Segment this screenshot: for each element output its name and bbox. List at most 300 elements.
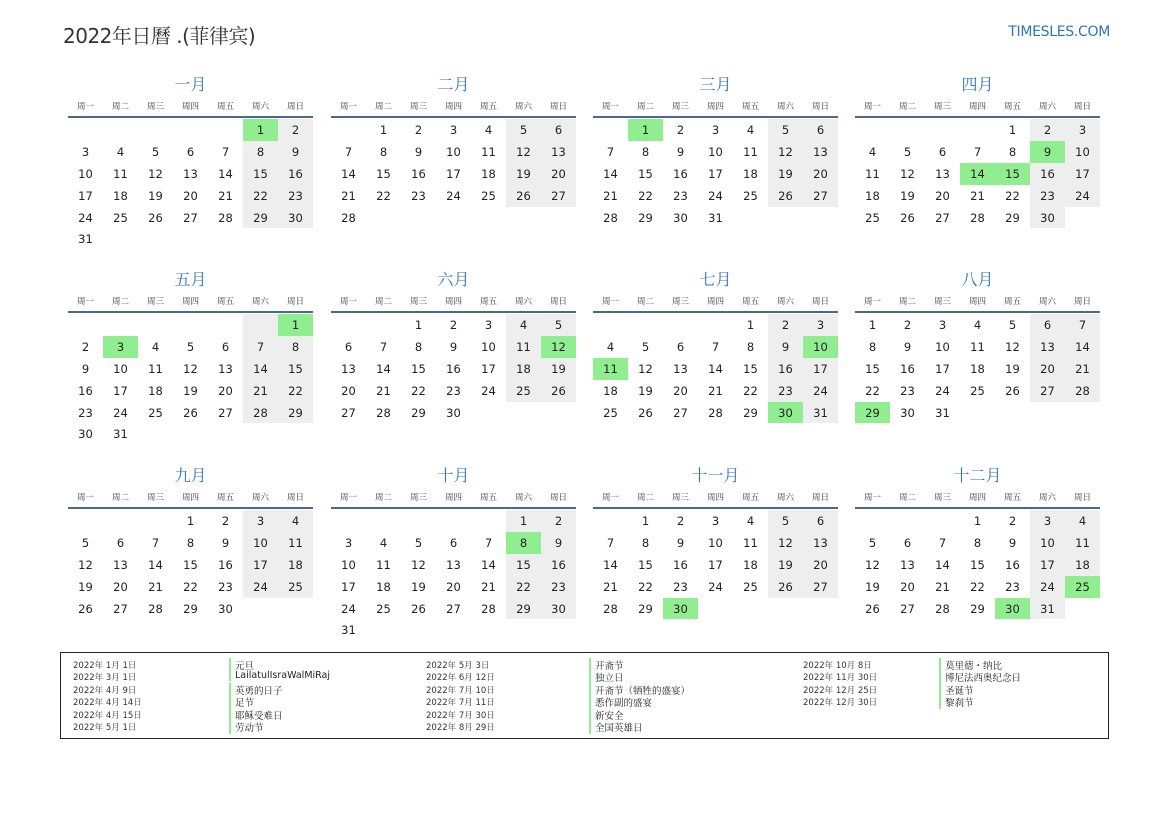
day-cell: 12: [506, 141, 541, 163]
day-cell: 9: [903, 339, 912, 354]
day-cell: 26: [506, 185, 541, 207]
day-cell: 25: [865, 210, 880, 225]
day-cell: 3: [803, 314, 838, 336]
weekday-label: 周一: [863, 297, 881, 307]
day-cell: 16: [446, 361, 461, 376]
legend-date: 2022年 7月 30日: [426, 710, 495, 721]
day-cell: 23: [218, 579, 233, 594]
weekday-header: [855, 98, 1100, 118]
day-cell: 4: [506, 314, 541, 336]
week-row: [593, 185, 838, 207]
month-title: 十二月: [953, 466, 1002, 485]
day-cell: 21: [708, 383, 723, 398]
weekday-label: 周四: [968, 493, 986, 503]
day-cell: 12: [1005, 339, 1020, 354]
day-cell: 31: [113, 427, 128, 442]
day-cell: 15: [506, 554, 541, 576]
day-cell: 11: [148, 361, 163, 376]
day-cell: 28: [218, 210, 233, 225]
weekday-header: [331, 293, 576, 313]
day-cell: 17: [446, 166, 461, 181]
day-cell: 21: [970, 188, 985, 203]
day-cell: 7: [151, 535, 160, 550]
week-row: [855, 402, 1100, 424]
empty-cell: [471, 510, 506, 532]
legend-holiday-name: 元旦: [229, 658, 254, 672]
weekday-label: 周六: [776, 493, 794, 503]
day-cell: 20: [900, 579, 915, 594]
day-cell: 7: [379, 339, 388, 354]
day-cell: 2: [278, 119, 313, 141]
legend-date: 2022年 4月 9日: [73, 685, 137, 696]
empty-cell: [733, 598, 768, 620]
day-cell: 31: [1030, 598, 1065, 620]
day-cell: 2: [768, 314, 803, 336]
weekday-label: 周六: [514, 493, 532, 503]
day-cell: 2: [414, 123, 423, 137]
empty-cell: [593, 314, 628, 336]
day-cell: 30: [218, 601, 233, 616]
day-cell: 9: [676, 144, 685, 159]
legend-date: 2022年 4月 14日: [73, 698, 142, 709]
day-cell: 4: [746, 123, 755, 137]
day-cell: 16: [900, 361, 915, 376]
weekday-label: 周三: [146, 493, 164, 503]
day-cell: 24: [708, 579, 723, 594]
week-row: [855, 314, 1100, 336]
day-cell: 10: [1065, 141, 1100, 163]
legend-date: 2022年 11月 30日: [803, 673, 878, 684]
day-cell: 15: [411, 361, 426, 376]
day-cell: 30: [1030, 207, 1065, 229]
week-row: [331, 554, 576, 576]
day-cell: 13: [935, 166, 950, 181]
legend-holiday-name: 英勇的日子: [229, 683, 283, 697]
weekday-label: 周六: [776, 297, 794, 307]
day-cell: 18: [743, 166, 758, 181]
day-cell: 5: [81, 535, 90, 550]
day-cell: 29: [183, 601, 198, 616]
day-cell: 13: [1030, 336, 1065, 358]
day-cell: 3: [1065, 119, 1100, 141]
day-cell: 3: [1030, 510, 1065, 532]
weekday-label: 周日: [1073, 493, 1091, 503]
day-cell: 27: [541, 185, 576, 207]
month-block: [855, 463, 1100, 619]
day-cell: 13: [341, 361, 356, 376]
weekday-label: 周一: [76, 297, 94, 307]
day-cell: 29: [411, 405, 426, 420]
day-cell: 11: [506, 336, 541, 358]
day-cell: 2: [221, 514, 230, 528]
day-cell: 25: [481, 188, 496, 203]
day-cell: 10: [341, 557, 356, 572]
day-cell: 2: [449, 318, 458, 332]
month-title: 九月: [174, 466, 207, 485]
weekday-header: [331, 98, 576, 118]
day-cell: 23: [446, 383, 461, 398]
weekday-label: 周四: [181, 297, 199, 307]
weekday-label: 周六: [251, 297, 269, 307]
day-cell: 8: [278, 336, 313, 358]
day-cell: 21: [341, 188, 356, 203]
day-cell: 27: [446, 601, 461, 616]
day-cell: 8: [1008, 144, 1017, 159]
day-cell: 24: [935, 383, 950, 398]
empty-cell: [401, 510, 436, 532]
day-cell: 4: [278, 510, 313, 532]
month-title: 六月: [437, 270, 470, 289]
weekday-label: 周二: [636, 102, 654, 112]
day-cell: 7: [243, 336, 278, 358]
week-row: [855, 554, 1100, 576]
day-cell: 29: [970, 601, 985, 616]
day-cell: 31: [803, 402, 838, 424]
weekday-header: [68, 293, 313, 313]
day-cell: 11: [278, 532, 313, 554]
empty-cell: [593, 510, 628, 532]
empty-cell: [698, 314, 733, 336]
weekday-label: 周一: [76, 102, 94, 112]
legend-holiday-name: 开斋节: [589, 658, 624, 672]
legend-date: 2022年 12月 30日: [803, 698, 878, 709]
day-cell: 3: [344, 535, 353, 550]
empty-cell: [173, 314, 208, 336]
day-cell: 26: [78, 601, 93, 616]
empty-cell: [541, 402, 576, 424]
day-cell: 19: [1005, 361, 1020, 376]
day-cell: 14: [148, 557, 163, 572]
weekday-label: 周三: [146, 297, 164, 307]
week-row: [68, 228, 313, 250]
empty-cell: [366, 314, 401, 336]
week-row: [68, 314, 313, 336]
weekday-label: 周六: [251, 102, 269, 112]
weekday-label: 周四: [706, 493, 724, 503]
week-row: [855, 185, 1100, 207]
week-row: [68, 576, 313, 598]
legend-date: 2022年 3月 1日: [73, 673, 137, 684]
weekday-label: 周三: [933, 297, 951, 307]
day-cell: 29: [278, 402, 313, 424]
empty-cell: [366, 619, 401, 641]
day-cell: 4: [151, 339, 160, 354]
day-cell: 19: [900, 188, 915, 203]
day-cell: 3: [449, 123, 458, 137]
day-cell: 18: [743, 557, 758, 572]
week-row: [593, 510, 838, 532]
empty-cell: [138, 119, 173, 141]
weekday-label: 周日: [811, 493, 829, 503]
weekday-label: 周五: [741, 102, 759, 112]
day-cell: 3: [243, 510, 278, 532]
weekday-label: 周一: [601, 102, 619, 112]
day-cell: 5: [414, 535, 423, 550]
week-row: [593, 402, 838, 424]
day-cell: 14: [603, 166, 618, 181]
week-row: [855, 336, 1100, 358]
day-cell: 16: [411, 166, 426, 181]
day-cell: 1: [186, 514, 195, 528]
day-cell: 13: [218, 361, 233, 376]
day-cell: 25: [148, 405, 163, 420]
day-cell: 7: [221, 144, 230, 159]
day-cell: 9: [1030, 141, 1065, 163]
day-cell: 25: [743, 188, 758, 203]
day-cell: 21: [243, 380, 278, 402]
empty-cell: [436, 207, 471, 229]
weekday-label: 周三: [671, 297, 689, 307]
site-logo[interactable]: TIMESLES.COM: [1008, 24, 1110, 40]
month-block: [68, 267, 313, 445]
week-row: [331, 358, 576, 380]
week-row: [68, 358, 313, 380]
day-cell: 14: [960, 163, 995, 185]
day-cell: 10: [803, 336, 838, 358]
day-cell: 14: [218, 166, 233, 181]
day-cell: 27: [218, 405, 233, 420]
day-cell: 9: [221, 535, 230, 550]
empty-cell: [436, 619, 471, 641]
day-cell: 3: [711, 123, 720, 137]
week-row: [593, 163, 838, 185]
weekday-label: 周日: [811, 297, 829, 307]
empty-cell: [541, 619, 576, 641]
weekday-label: 周二: [898, 102, 916, 112]
week-row: [855, 119, 1100, 141]
week-row: [68, 141, 313, 163]
weekday-label: 周四: [706, 297, 724, 307]
day-cell: 18: [865, 188, 880, 203]
legend-date: 2022年 6月 12日: [426, 673, 495, 684]
day-cell: 15: [995, 163, 1030, 185]
day-cell: 13: [113, 557, 128, 572]
day-cell: 17: [78, 188, 93, 203]
day-cell: 18: [506, 358, 541, 380]
day-cell: 23: [768, 380, 803, 402]
weekday-label: 周三: [933, 493, 951, 503]
weekday-label: 周日: [811, 102, 829, 112]
day-cell: 29: [743, 405, 758, 420]
day-cell: 23: [1005, 579, 1020, 594]
day-cell: 12: [900, 166, 915, 181]
day-cell: 26: [1005, 383, 1020, 398]
weekday-label: 周一: [601, 493, 619, 503]
empty-cell: [733, 207, 768, 229]
empty-cell: [698, 598, 733, 620]
day-cell: 19: [411, 579, 426, 594]
day-cell: 27: [1030, 380, 1065, 402]
week-row: [331, 141, 576, 163]
day-cell: 30: [673, 210, 688, 225]
day-cell: 5: [768, 510, 803, 532]
day-cell: 30: [768, 402, 803, 424]
day-cell: 27: [113, 601, 128, 616]
empty-cell: [768, 598, 803, 620]
legend-date: 2022年 1月 1日: [73, 661, 137, 671]
empty-cell: [593, 119, 628, 141]
week-row: [331, 532, 576, 554]
weekday-label: 周日: [1073, 297, 1091, 307]
legend-holiday-name: 足节: [229, 695, 254, 709]
empty-cell: [278, 598, 313, 620]
weekday-label: 周二: [111, 297, 129, 307]
day-cell: 23: [900, 383, 915, 398]
day-cell: 17: [243, 554, 278, 576]
week-row: [593, 336, 838, 358]
day-cell: 28: [603, 601, 618, 616]
empty-cell: [103, 119, 138, 141]
week-row: [68, 119, 313, 141]
day-cell: 4: [606, 339, 615, 354]
day-cell: 24: [708, 188, 723, 203]
day-cell: 8: [186, 535, 195, 550]
day-cell: 19: [78, 579, 93, 594]
empty-cell: [138, 510, 173, 532]
day-cell: 2: [81, 339, 90, 354]
legend-holiday-name: 新安全: [589, 708, 624, 722]
week-row: [855, 163, 1100, 185]
day-cell: 17: [341, 579, 356, 594]
day-cell: 28: [1065, 380, 1100, 402]
day-cell: 21: [603, 579, 618, 594]
weekday-label: 周五: [1003, 102, 1021, 112]
day-cell: 12: [865, 557, 880, 572]
week-row: [593, 380, 838, 402]
weekday-label: 周三: [409, 102, 427, 112]
day-cell: 25: [278, 576, 313, 598]
weekday-label: 周二: [374, 493, 392, 503]
weekday-label: 周六: [776, 102, 794, 112]
day-cell: 12: [148, 166, 163, 181]
weekday-label: 周六: [514, 102, 532, 112]
empty-cell: [541, 207, 576, 229]
weekday-label: 周五: [479, 493, 497, 503]
day-cell: 23: [673, 579, 688, 594]
day-cell: 26: [768, 185, 803, 207]
day-cell: 5: [868, 535, 877, 550]
month-title: 五月: [174, 270, 207, 289]
week-row: [593, 314, 838, 336]
week-row: [855, 576, 1100, 598]
day-cell: 24: [446, 188, 461, 203]
weekday-label: 周三: [933, 102, 951, 112]
page-title: 2022年日曆 .(菲律宾): [63, 24, 256, 48]
weekday-label: 周三: [671, 493, 689, 503]
day-cell: 13: [803, 532, 838, 554]
week-row: [68, 532, 313, 554]
week-row: [68, 554, 313, 576]
day-cell: 5: [903, 144, 912, 159]
empty-cell: [243, 598, 278, 620]
empty-cell: [278, 423, 313, 445]
empty-cell: [855, 119, 890, 141]
day-cell: 30: [995, 598, 1030, 620]
day-cell: 14: [1065, 336, 1100, 358]
day-cell: 10: [708, 144, 723, 159]
day-cell: 3: [711, 514, 720, 528]
empty-cell: [803, 207, 838, 229]
legend-date: 2022年 7月 10日: [426, 685, 495, 696]
day-cell: 13: [541, 141, 576, 163]
empty-cell: [208, 228, 243, 250]
weekday-label: 周二: [111, 493, 129, 503]
day-cell: 25: [603, 405, 618, 420]
day-cell: 16: [1030, 163, 1065, 185]
day-cell: 21: [1065, 358, 1100, 380]
month-title: 八月: [961, 270, 994, 289]
month-block: [855, 72, 1100, 228]
month-block: [593, 463, 838, 619]
day-cell: 4: [116, 144, 125, 159]
month-title: 三月: [699, 75, 732, 94]
day-cell: 15: [376, 166, 391, 181]
weekday-label: 周二: [111, 102, 129, 112]
day-cell: 4: [484, 123, 493, 137]
day-cell: 21: [603, 188, 618, 203]
day-cell: 20: [803, 554, 838, 576]
empty-cell: [995, 402, 1030, 424]
day-cell: 20: [113, 579, 128, 594]
day-cell: 13: [446, 557, 461, 572]
empty-cell: [103, 228, 138, 250]
week-row: [855, 532, 1100, 554]
empty-cell: [960, 119, 995, 141]
day-cell: 16: [768, 358, 803, 380]
day-cell: 2: [903, 318, 912, 332]
month-title: 十月: [437, 466, 470, 485]
day-cell: 15: [970, 557, 985, 572]
day-cell: 23: [278, 185, 313, 207]
week-row: [855, 358, 1100, 380]
day-cell: 26: [411, 601, 426, 616]
legend-holiday-name: LailatulIsraWalMiRaj: [229, 670, 330, 681]
empty-cell: [1065, 402, 1100, 424]
day-cell: 15: [183, 557, 198, 572]
day-cell: 5: [641, 339, 650, 354]
day-cell: 11: [376, 557, 391, 572]
week-row: [331, 576, 576, 598]
week-row: [68, 207, 313, 229]
day-cell: 23: [78, 405, 93, 420]
weekday-label: 周三: [146, 102, 164, 112]
day-cell: 5: [1008, 318, 1017, 332]
day-cell: 9: [278, 141, 313, 163]
legend-date: 2022年 10月 8日: [803, 661, 872, 671]
day-cell: 16: [673, 557, 688, 572]
weekday-label: 周二: [636, 297, 654, 307]
day-cell: 1: [278, 314, 313, 336]
day-cell: 5: [768, 119, 803, 141]
day-cell: 5: [541, 314, 576, 336]
day-cell: 30: [446, 405, 461, 420]
week-row: [593, 576, 838, 598]
weekday-label: 周五: [216, 102, 234, 112]
day-cell: 30: [78, 427, 93, 442]
weekday-label: 周二: [374, 297, 392, 307]
weekday-label: 周三: [409, 297, 427, 307]
day-cell: 19: [183, 383, 198, 398]
day-cell: 11: [865, 166, 880, 181]
month-title: 四月: [961, 75, 994, 94]
week-row: [593, 207, 838, 229]
day-cell: 22: [376, 188, 391, 203]
day-cell: 30: [900, 405, 915, 420]
empty-cell: [960, 402, 995, 424]
empty-cell: [208, 423, 243, 445]
month-block: [593, 267, 838, 423]
day-cell: 28: [970, 210, 985, 225]
